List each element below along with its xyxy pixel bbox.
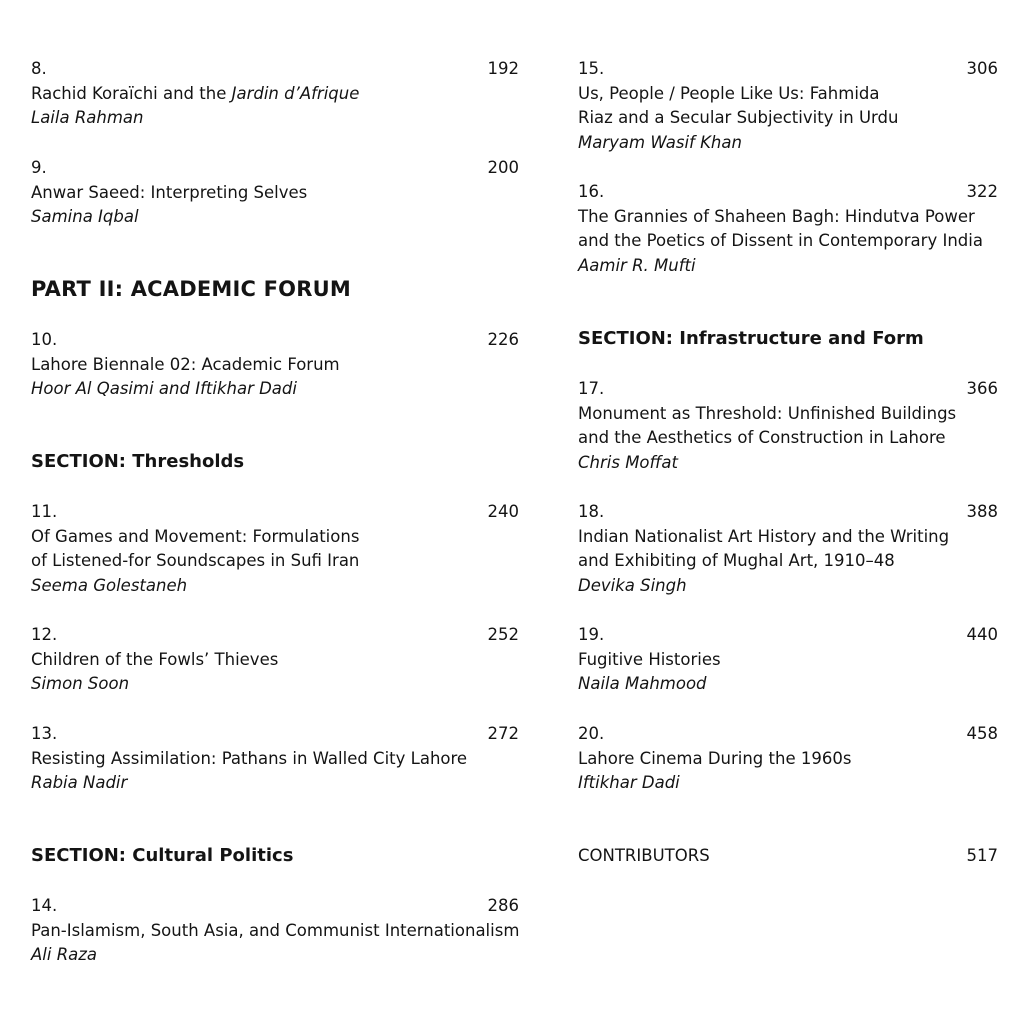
page-number: 272 [487,724,519,743]
page-number: 306 [966,59,998,78]
page-number: 440 [966,625,998,644]
entry-title: Children of the Fowls’ Thieves [31,649,279,669]
entry-number: 16. [578,182,605,201]
entry-title: Lahore Cinema During the 1960s [578,748,852,768]
entry-author: Naila Mahmood [578,674,707,694]
entry-title-line-1: The Grannies of Shaheen Bagh: Hindutva Power [578,206,975,226]
page-number: 388 [966,502,998,521]
entry-number: 18. [578,502,605,521]
toc-entry-9[interactable] [31,156,519,230]
entry-title-line-2: and the Poetics of Dissent in Contemporary India [578,231,983,251]
entry-title: Fugitive Histories [578,649,721,669]
section-heading-cultural-politics: SECTION: Cultural Politics [31,845,294,866]
page-number: 458 [966,724,998,743]
entry-title: Pan-Islamism, South Asia, and Communist Internationalism [31,920,520,940]
toc-entry-8[interactable] [31,57,519,131]
entry-author: Devika Singh [578,576,687,596]
page-number: 240 [487,502,519,521]
page-number: 226 [487,330,519,349]
toc-entry-16[interactable] [578,180,998,279]
entry-number: 15. [578,59,605,78]
entry-number: 20. [578,724,605,743]
entry-number: 12. [31,625,58,644]
toc-entry-19[interactable] [578,623,998,697]
entry-author: Chris Moffat [578,453,679,473]
entry-author: Seema Golestaneh [31,576,188,596]
entry-title-line-2: Riaz and a Secular Subjectivity in Urdu [578,108,899,128]
entry-title: Resisting Assimilation: Pathans in Walled City Lahore [31,748,468,768]
entry-number: 19. [578,625,605,644]
toc-entry-10[interactable] [31,328,519,402]
toc-entry-12[interactable] [31,623,519,697]
entry-number: 13. [31,724,58,743]
entry-author: Maryam Wasif Khan [578,133,742,153]
entry-title-prefix: Rachid Koraïchi and the [31,83,232,103]
entry-title-line-2: and Exhibiting of Mughal Art, 1910–48 [578,551,895,571]
entry-title-italic: Jardin d’Afrique [231,83,360,103]
entry-author: Hoor Al Qasimi and Iftikhar Dadi [31,379,297,399]
toc-entry-15[interactable] [578,57,998,156]
entry-author: Aamir R. Mufti [578,256,696,276]
entry-title: Anwar Saeed: Interpreting Selves [31,182,308,202]
section-heading-infrastructure: SECTION: Infrastructure and Form [578,328,924,349]
entry-number: 11. [31,502,58,521]
entry-author: Simon Soon [31,674,130,694]
toc-contributors[interactable] [578,844,998,869]
page-number: 322 [966,182,998,201]
entry-title-line-1: Us, People / People Like Us: Fahmida [578,83,880,103]
entry-title: Lahore Biennale 02: Academic Forum [31,354,340,374]
page-number: 192 [487,59,519,78]
entry-author: Samina Iqbal [31,207,139,227]
toc-entry-17[interactable] [578,377,998,476]
entry-author: Laila Rahman [31,108,144,128]
entry-title [31,82,519,107]
toc-entry-20[interactable] [578,722,998,796]
page-number: 200 [487,158,519,177]
page-number: 517 [966,846,998,865]
entry-number: 9. [31,158,47,177]
entry-author: Iftikhar Dadi [578,773,680,793]
entry-number: 14. [31,896,58,915]
entry-number: 17. [578,379,605,398]
entry-title-line-1: Indian Nationalist Art History and the Writing [578,526,950,546]
entry-title-line-2: of Listened-for Soundscapes in Sufi Iran [31,551,360,571]
contributors-label: CONTRIBUTORS [578,846,710,865]
entry-number: 10. [31,330,58,349]
toc-entry-13[interactable] [31,722,519,796]
entry-title-line-2: and the Aesthetics of Construction in Lahore [578,428,946,448]
entry-author: Ali Raza [31,945,98,965]
entry-author: Rabia Nadir [31,773,128,793]
entry-number: 8. [31,59,47,78]
page-number: 252 [487,625,519,644]
entry-title-line-1: Monument as Threshold: Unfinished Buildings [578,403,957,423]
entry-title-line-1: Of Games and Movement: Formulations [31,526,360,546]
toc-entry-14[interactable] [31,894,519,968]
page-number: 286 [487,896,519,915]
toc-entry-11[interactable] [31,500,519,599]
page-number: 366 [966,379,998,398]
part-heading: PART II: ACADEMIC FORUM [31,277,351,301]
section-heading-thresholds: SECTION: Thresholds [31,451,245,472]
toc-entry-18[interactable] [578,500,998,599]
